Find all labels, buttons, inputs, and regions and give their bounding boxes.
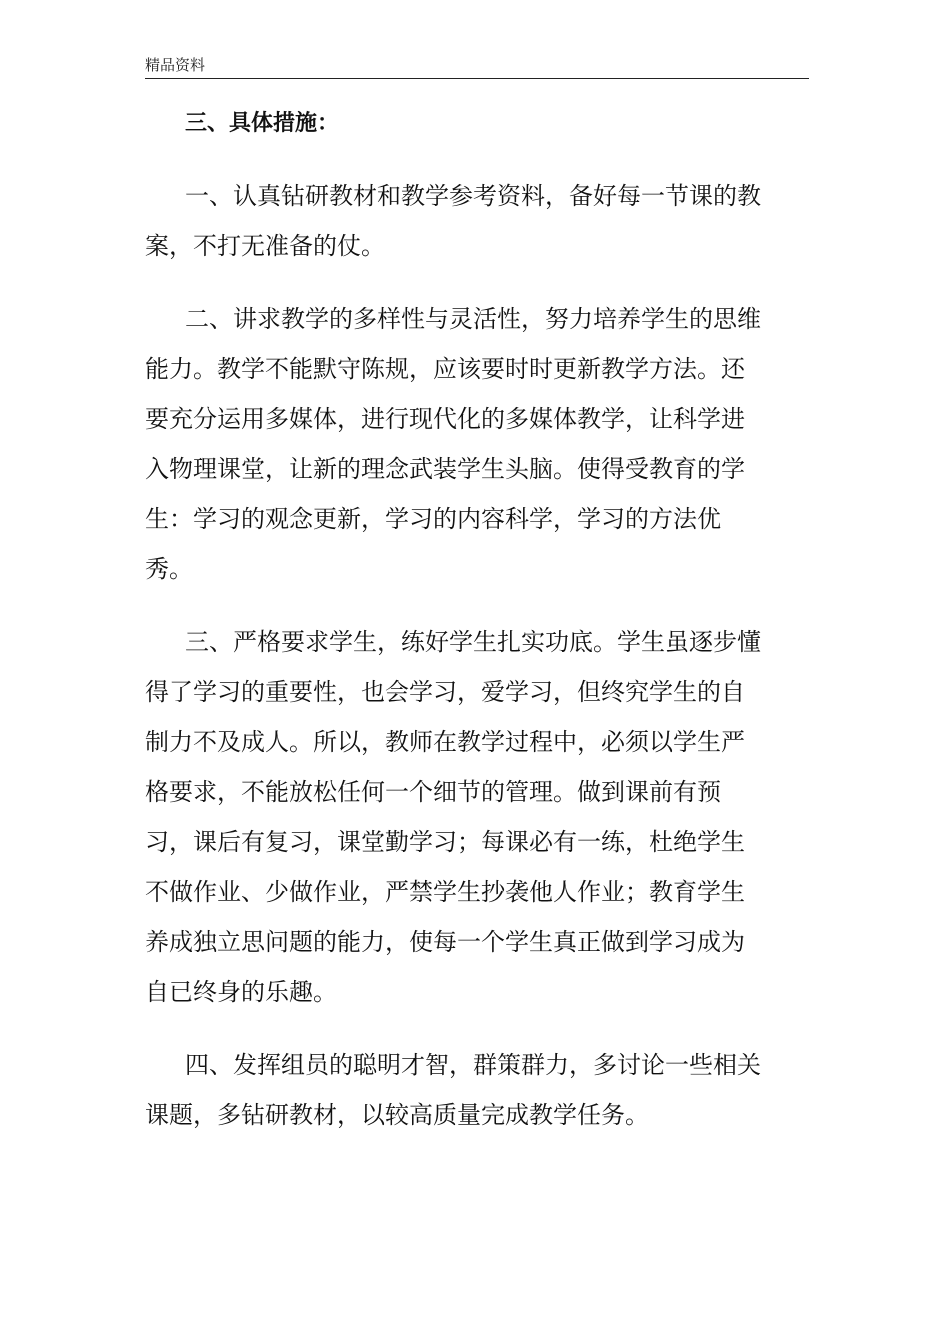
paragraph-line: 自已终身的乐趣。	[145, 978, 337, 1006]
paragraph-line: 二、讲求教学的多样性与灵活性，努力培养学生的思维	[185, 305, 761, 333]
paragraph-line: 生：学习的观念更新，学习的内容科学，学习的方法优	[145, 505, 721, 533]
paragraph-line: 要充分运用多媒体，进行现代化的多媒体教学，让科学进	[145, 405, 745, 433]
section-title: 三、具体措施：	[185, 110, 340, 136]
paragraph-line: 格要求，不能放松任何一个细节的管理。做到课前有预	[145, 778, 721, 806]
paragraph-line: 不做作业、少做作业，严禁学生抄袭他人作业；教育学生	[145, 878, 745, 906]
paragraph-4	[145, 1040, 809, 1140]
paragraph-line: 习，课后有复习，课堂勤学习；每课必有一练，杜绝学生	[145, 828, 745, 856]
header-label: 精品资料	[145, 56, 206, 74]
paragraph-line: 课题，多钻研教材，以较高质量完成教学任务。	[145, 1101, 649, 1129]
paragraph-line: 得了学习的重要性，也会学习，爱学习，但终究学生的自	[145, 678, 745, 706]
paragraph-2	[145, 294, 809, 594]
paragraph-line: 三、严格要求学生，练好学生扎实功底。学生虽逐步懂	[185, 628, 761, 656]
document-body	[145, 98, 809, 1140]
paragraph-line: 一、认真钻研教材和教学参考资料，备好每一节课的教	[185, 182, 761, 210]
paragraph-line: 能力。教学不能默守陈规，应该要时时更新教学方法。还	[145, 355, 745, 383]
paragraph-line: 秀。	[145, 555, 193, 583]
paragraph-1	[145, 171, 809, 271]
page-header	[145, 54, 809, 79]
paragraph-line: 案，不打无准备的仗。	[145, 232, 385, 260]
paragraph-line: 四、发挥组员的聪明才智，群策群力，多讨论一些相关	[185, 1051, 761, 1079]
paragraph-line: 养成独立思问题的能力，使每一个学生真正做到学习成为	[145, 928, 745, 956]
paragraph-line: 入物理课堂，让新的理念武装学生头脑。使得受教育的学	[145, 455, 745, 483]
paragraph-3	[145, 617, 809, 1017]
paragraph-line: 制力不及成人。所以，教师在教学过程中，必须以学生严	[145, 728, 745, 756]
